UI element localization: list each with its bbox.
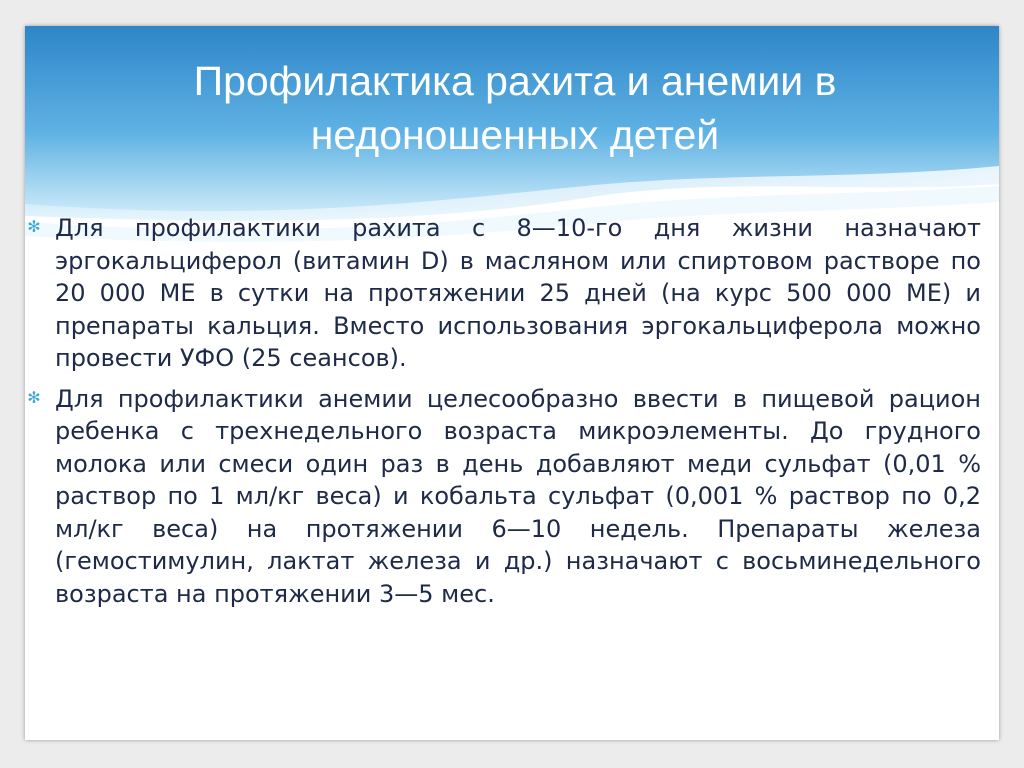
bullet-text: Для профилактики рахита с 8—10-го дня жизни назначают эргокальциферол (витамин D) в масляном или спиртовом растворе по 20 000 МЕ в сутки на протяжении 25 дней (на курс 500 000 МЕ) и препараты кальция. Вместо использования эргокальциферола можно провести УФО (25 сеансов).: [55, 214, 981, 372]
slide-title: Профилактика рахита и анемии в недоношенных детей: [193, 58, 837, 158]
bullet-item: [25, 212, 981, 375]
bullet-text: Для профилактики анемии целесообразно ввести в пищевой рацион ребенка с трехнедельного возраста микроэлементы. До грудного молока или смеси один раз в день добавляют меди сульфат (0,01 % раствор по 1 мл/кг веса) и кобальта сульфат (0,001 % раствор по 0,2 мл/кг веса) на протяжении 6—10 недель. Препараты железа (гемостимулин, лактат железа и др.) назначают с восьминедельного возраста на протяжении 3—5 мес.: [55, 384, 981, 608]
slide: [25, 26, 999, 740]
asterisk-bullet-icon: ✻: [27, 387, 41, 407]
bullet-list: [25, 212, 999, 618]
asterisk-bullet-icon: ✻: [27, 217, 41, 236]
bullet-item: [25, 383, 981, 611]
